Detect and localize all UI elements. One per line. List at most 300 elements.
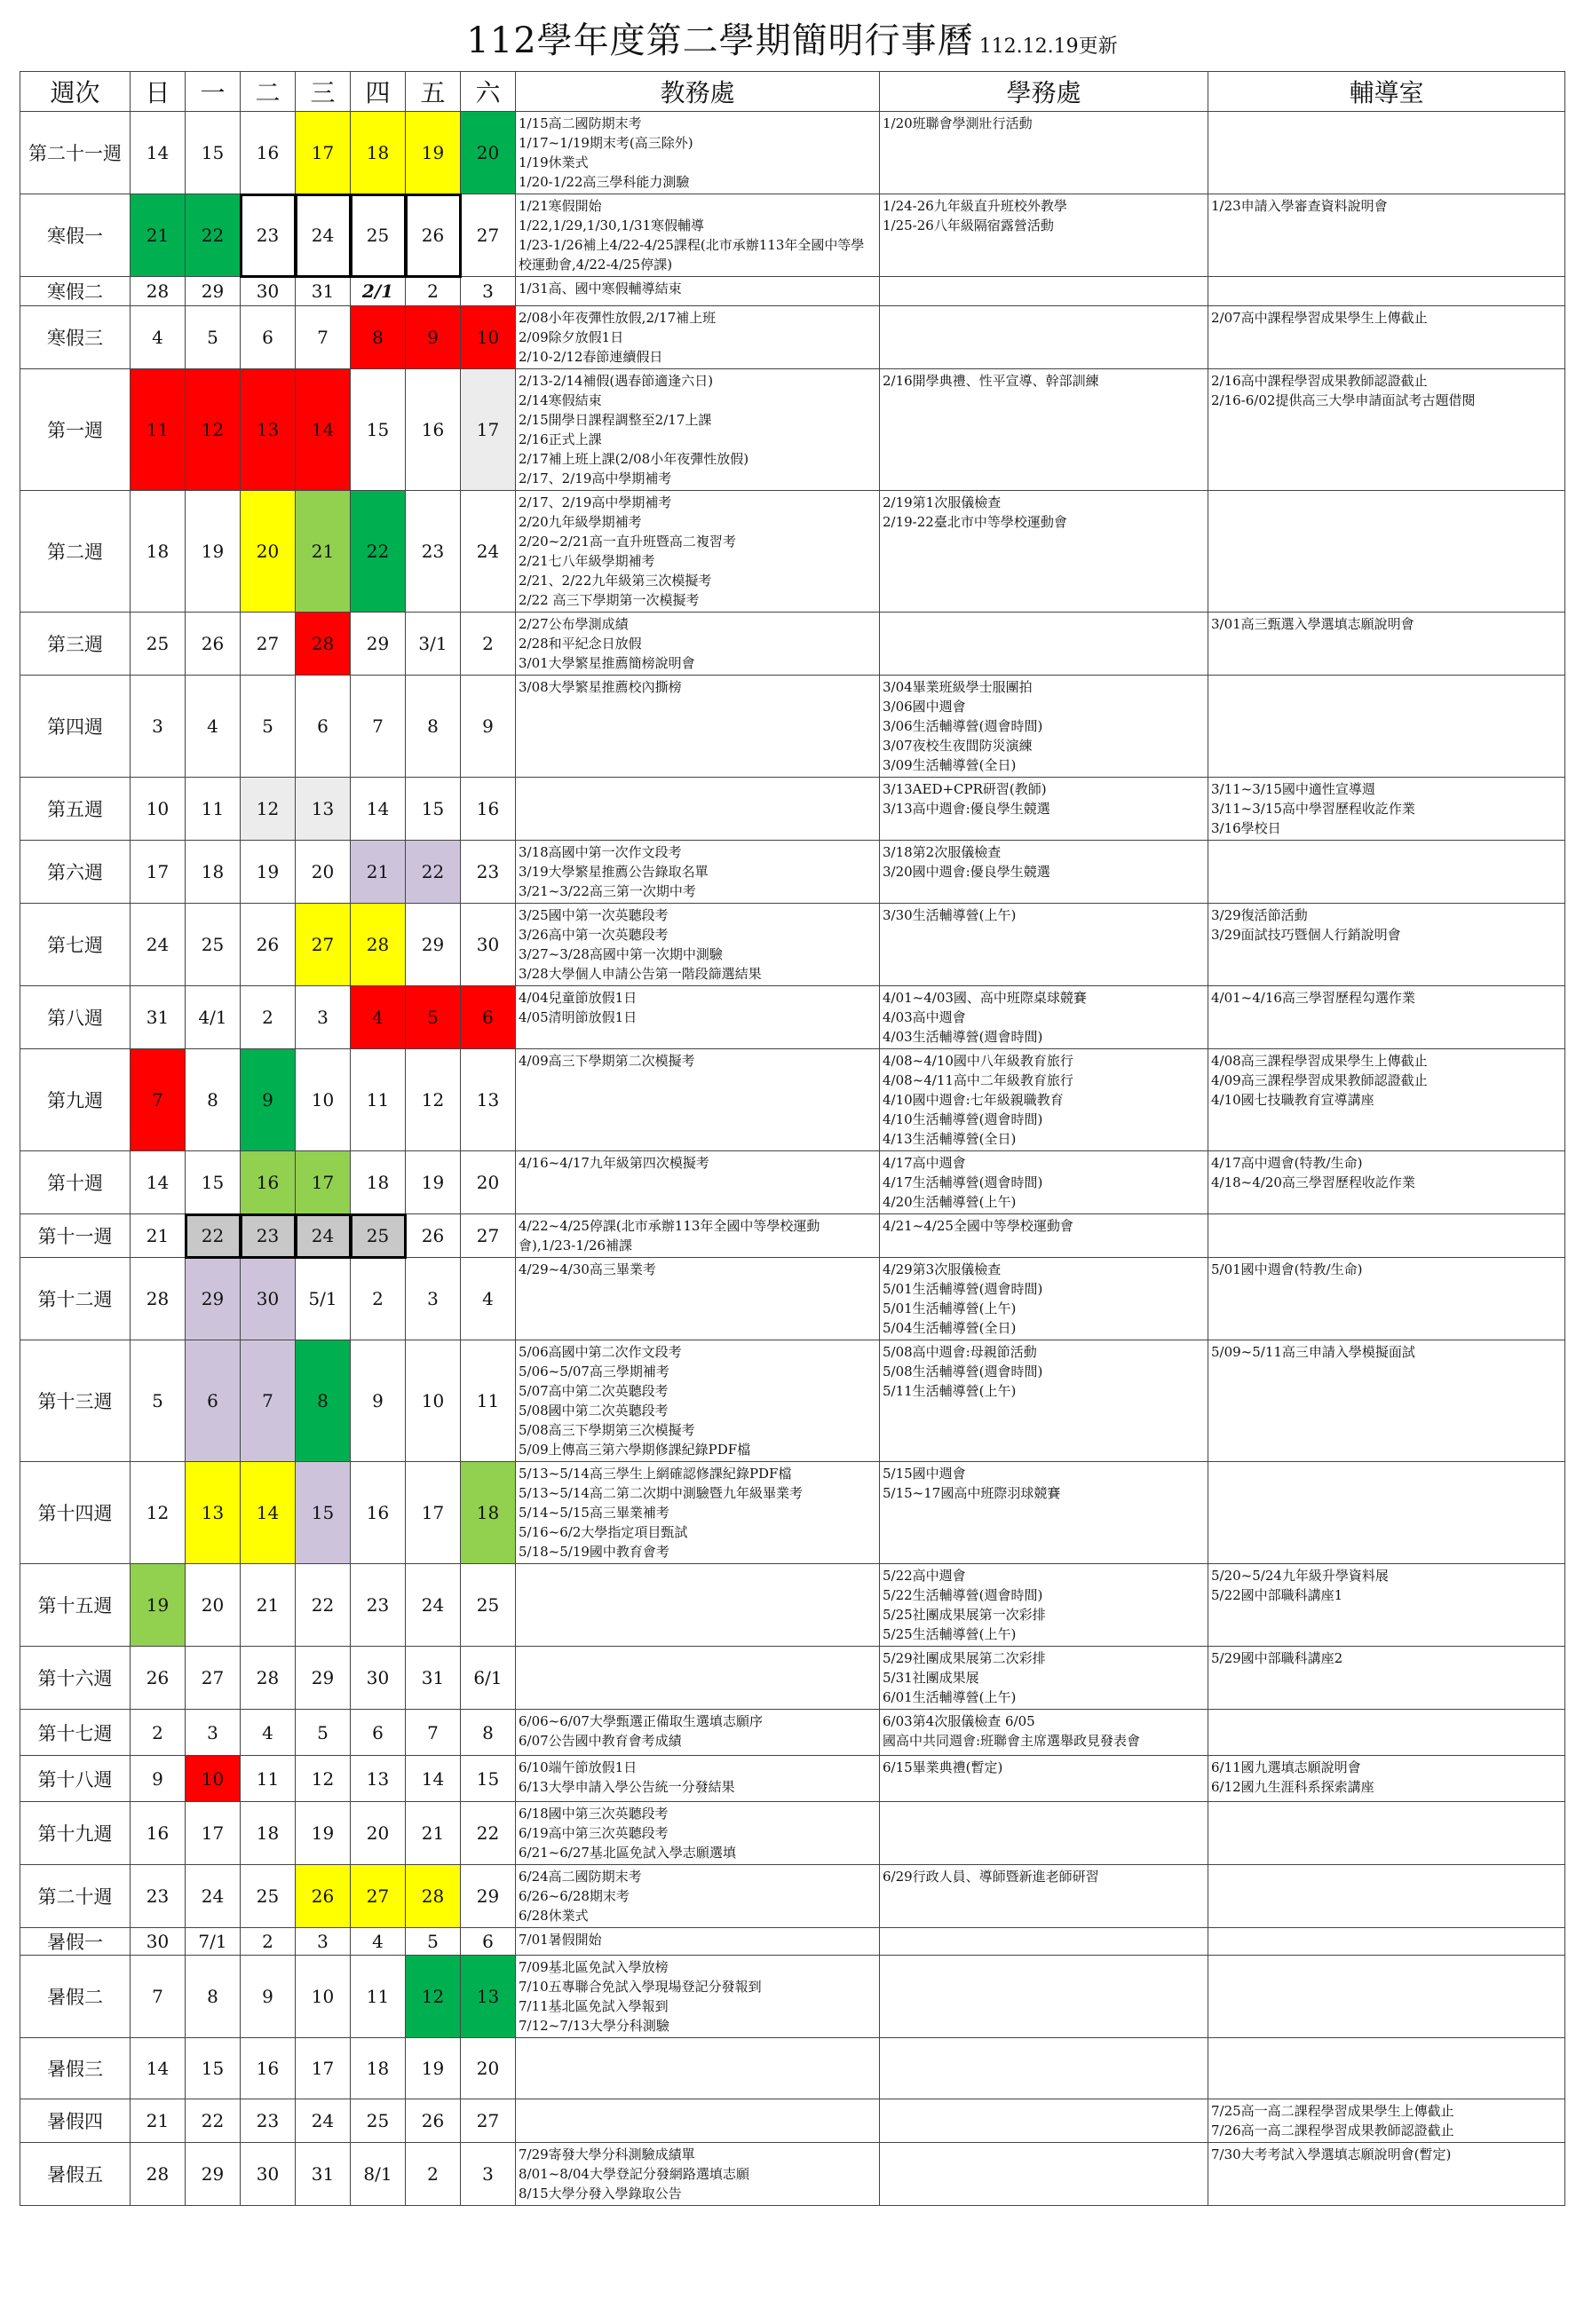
week-label: 第八週 [20, 986, 131, 1049]
day-cell: 5 [296, 1710, 351, 1756]
day-cell: 6 [461, 986, 516, 1049]
week-row [20, 2099, 1565, 2143]
student-affairs-cell: 4/29第3次服儀檢查 5/01生活輔導營(週會時間) 5/01生活輔導營(上午) 5/04生活輔導營(全日) [880, 1258, 1208, 1340]
student-affairs-cell: 4/21~4/25全國中等學校運動會 [880, 1214, 1208, 1258]
day-cell: 27 [296, 904, 351, 986]
day-cell: 31 [406, 1647, 461, 1710]
day-cell: 16 [351, 1462, 406, 1564]
day-cell: 13 [461, 1049, 516, 1151]
day-cell: 15 [186, 1151, 241, 1214]
day-cell: 30 [131, 1928, 186, 1956]
week-label: 第十七週 [20, 1710, 131, 1756]
day-cell: 15 [186, 112, 241, 194]
day-cell: 12 [406, 1049, 461, 1151]
day-cell: 18 [461, 1462, 516, 1564]
day-cell: 14 [351, 778, 406, 841]
day-cell: 16 [241, 2038, 296, 2099]
week-row [20, 778, 1565, 841]
day-cell: 29 [186, 277, 241, 306]
day-cell: 14 [406, 1756, 461, 1802]
week-label: 第二週 [20, 491, 131, 613]
academic-affairs-cell: 4/29~4/30高三畢業考 [516, 1258, 880, 1340]
day-cell: 30 [241, 277, 296, 306]
academic-affairs-cell: 2/13-2/14補假(遇春節適逢六日) 2/14寒假結束 2/15開學日課程調整至2/17上課 2/16正式上課 2/17補上班上課(2/08小年夜彈性放假) 2/17、2/19高中學期補考 [516, 369, 880, 491]
week-row [20, 1049, 1565, 1151]
day-cell: 26 [406, 2099, 461, 2143]
week-row [20, 1802, 1565, 1865]
day-cell: 27 [461, 2099, 516, 2143]
academic-affairs-cell: 4/09高三下學期第二次模擬考 [516, 1049, 880, 1151]
week-row [20, 986, 1565, 1049]
day-cell: 24 [131, 904, 186, 986]
academic-affairs-cell: 7/29寄發大學分科測驗成績單 8/01~8/04大學登記分發網路選填志願 8/15大學分發入學錄取公告 [516, 2143, 880, 2206]
academic-affairs-cell: 3/25國中第一次英聽段考 3/26高中第一次英聽段考 3/27~3/28高國中第一次期中測驗 3/28大學個人申請公告第一階段篩選結果 [516, 904, 880, 986]
day-cell: 16 [241, 112, 296, 194]
day-cell: 10 [296, 1956, 351, 2038]
week-row [20, 841, 1565, 904]
week-row [20, 194, 1565, 277]
counseling-cell: 4/01~4/16高三學習歷程勾選作業 [1208, 986, 1565, 1049]
day-cell: 27 [241, 613, 296, 676]
week-label: 第二十一週 [20, 112, 131, 194]
counseling-cell: 7/25高一高二課程學習成果學生上傳截止 7/26高一高二課程學習成果教師認證截止 [1208, 2099, 1565, 2143]
day-cell: 20 [461, 1151, 516, 1214]
student-affairs-cell [880, 1956, 1208, 2038]
day-cell: 30 [351, 1647, 406, 1710]
day-cell: 26 [241, 904, 296, 986]
counseling-cell: 2/16高中課程學習成果教師認證截止 2/16-6/02提供高三大學申請面試考古題借閱 [1208, 369, 1565, 491]
week-label: 暑假四 [20, 2099, 131, 2143]
week-label: 第十二週 [20, 1258, 131, 1340]
day-cell: 27 [461, 1214, 516, 1258]
day-cell: 14 [131, 1151, 186, 1214]
day-cell: 7 [131, 1956, 186, 2038]
week-label: 第十五週 [20, 1564, 131, 1647]
week-label: 第五週 [20, 778, 131, 841]
day-cell: 24 [461, 491, 516, 613]
week-label: 第十八週 [20, 1756, 131, 1802]
day-cell: 11 [186, 778, 241, 841]
title-main: 112學年度第二學期簡明行事曆 [466, 20, 974, 61]
day-cell: 17 [296, 112, 351, 194]
day-cell: 21 [406, 1802, 461, 1865]
counseling-cell: 3/01高三甄選入學選填志願說明會 [1208, 613, 1565, 676]
day-cell: 27 [461, 194, 516, 277]
academic-affairs-cell: 1/21寒假開始 1/22,1/29,1/30,1/31寒假輔導 1/23-1/26補上4/22-4/25課程(北市承辦113年全國中等學校運動會,4/22-4/25停課) [516, 194, 880, 277]
student-affairs-cell: 3/30生活輔導營(上午) [880, 904, 1208, 986]
day-cell: 22 [186, 2099, 241, 2143]
day-cell: 7 [406, 1710, 461, 1756]
day-cell: 4 [131, 306, 186, 369]
counseling-cell [1208, 1928, 1565, 1956]
day-cell: 14 [131, 112, 186, 194]
student-affairs-cell: 4/01~4/03國、高中班際桌球競賽 4/03高中週會 4/03生活輔導營(週會時間) [880, 986, 1208, 1049]
student-affairs-cell: 6/03第4次服儀檢查 6/05 國高中共同週會:班聯會主席選舉政見發表會 [880, 1710, 1208, 1756]
student-affairs-cell [880, 1802, 1208, 1865]
week-label: 第一週 [20, 369, 131, 491]
day-cell: 26 [296, 1865, 351, 1928]
counseling-cell [1208, 676, 1565, 778]
day-cell: 9 [241, 1956, 296, 2038]
day-cell: 25 [351, 1214, 406, 1258]
day-cell: 20 [241, 491, 296, 613]
academic-affairs-cell [516, 1564, 880, 1647]
day-cell: 8 [351, 306, 406, 369]
day-cell: 5 [406, 986, 461, 1049]
day-cell: 25 [461, 1564, 516, 1647]
day-cell: 15 [296, 1462, 351, 1564]
week-row [20, 277, 1565, 306]
day-cell: 24 [296, 2099, 351, 2143]
day-cell: 15 [406, 778, 461, 841]
student-affairs-cell: 5/08高中週會:母親節活動 5/08生活輔導營(週會時間) 5/11生活輔導營(上午) [880, 1340, 1208, 1462]
academic-affairs-cell: 1/31高、國中寒假輔導結束 [516, 277, 880, 306]
week-row [20, 904, 1565, 986]
student-affairs-cell [880, 2099, 1208, 2143]
day-cell: 17 [461, 369, 516, 491]
day-cell: 29 [296, 1647, 351, 1710]
week-row [20, 1865, 1565, 1928]
counseling-cell [1208, 491, 1565, 613]
day-cell: 4 [351, 1928, 406, 1956]
header-cell: 學務處 [880, 72, 1208, 112]
day-cell: 10 [131, 778, 186, 841]
day-cell: 10 [186, 1756, 241, 1802]
header-cell: 六 [461, 72, 516, 112]
day-cell: 16 [131, 1802, 186, 1865]
header-cell: 三 [296, 72, 351, 112]
counseling-cell: 1/23申請入學審查資料說明會 [1208, 194, 1565, 277]
header-cell: 一 [186, 72, 241, 112]
counseling-cell: 4/08高三課程學習成果學生上傳截止 4/09高三課程學習成果教師認證截止 4/10國七技職教育宣導講座 [1208, 1049, 1565, 1151]
day-cell: 9 [461, 676, 516, 778]
student-affairs-cell: 2/16開學典禮、性平宣導、幹部訓練 [880, 369, 1208, 491]
week-label: 第十一週 [20, 1214, 131, 1258]
day-cell: 6 [296, 676, 351, 778]
counseling-cell: 5/29國中部職科講座2 [1208, 1647, 1565, 1710]
day-cell: 19 [406, 112, 461, 194]
day-cell: 22 [351, 491, 406, 613]
day-cell: 2 [241, 986, 296, 1049]
day-cell: 13 [186, 1462, 241, 1564]
day-cell: 22 [461, 1802, 516, 1865]
day-cell: 18 [351, 112, 406, 194]
day-cell: 23 [461, 841, 516, 904]
day-cell: 24 [296, 1214, 351, 1258]
day-cell: 12 [296, 1756, 351, 1802]
day-cell: 13 [461, 1956, 516, 2038]
day-cell: 9 [131, 1756, 186, 1802]
day-cell: 25 [241, 1865, 296, 1928]
academic-affairs-cell: 7/09基北區免試入學放榜 7/10五專聯合免試入學現場登記分發報到 7/11基北區免試入學報到 7/12~7/13大學分科測驗 [516, 1956, 880, 2038]
day-cell: 2 [461, 613, 516, 676]
academic-affairs-cell: 5/06高國中第二次作文段考 5/06~5/07高三學期補考 5/07高中第二次英聽段考 5/08國中第二次英聽段考 5/08高三下學期第三次模擬考 5/09上傳高三第六學期修課紀錄PDF檔 [516, 1340, 880, 1462]
day-cell: 28 [296, 613, 351, 676]
day-cell: 7 [351, 676, 406, 778]
day-cell: 16 [461, 778, 516, 841]
header-cell: 週次 [20, 72, 131, 112]
day-cell: 28 [131, 2143, 186, 2206]
student-affairs-cell: 5/22高中週會 5/22生活輔導營(週會時間) 5/25社團成果展第一次彩排 5/25生活輔導營(上午) [880, 1564, 1208, 1647]
day-cell: 17 [406, 1462, 461, 1564]
day-cell: 3 [461, 277, 516, 306]
student-affairs-cell [880, 277, 1208, 306]
day-cell: 14 [296, 369, 351, 491]
header-cell: 四 [351, 72, 406, 112]
day-cell: 18 [131, 491, 186, 613]
day-cell: 4/1 [186, 986, 241, 1049]
day-cell: 21 [131, 1214, 186, 1258]
day-cell: 22 [406, 841, 461, 904]
day-cell: 11 [351, 1956, 406, 2038]
day-cell: 15 [186, 2038, 241, 2099]
academic-affairs-cell [516, 1647, 880, 1710]
day-cell: 28 [241, 1647, 296, 1710]
academic-affairs-cell: 4/22~4/25停課(北市承辦113年全國中等學校運動會),1/23-1/26補課 [516, 1214, 880, 1258]
day-cell: 4 [461, 1258, 516, 1340]
academic-affairs-cell: 3/18高國中第一次作文段考 3/19大學繁星推薦公告錄取名單 3/21~3/22高三第一次期中考 [516, 841, 880, 904]
academic-affairs-cell: 6/06~6/07大學甄選正備取生選填志願序 6/07公告國中教育會考成績 [516, 1710, 880, 1756]
week-row [20, 112, 1565, 194]
week-row [20, 1462, 1565, 1564]
day-cell: 20 [461, 2038, 516, 2099]
week-label: 第二十週 [20, 1865, 131, 1928]
week-row [20, 306, 1565, 369]
week-row [20, 1564, 1565, 1647]
update-note: 112.12.19更新 [978, 36, 1118, 58]
day-cell: 10 [296, 1049, 351, 1151]
day-cell: 20 [186, 1564, 241, 1647]
day-cell: 22 [296, 1564, 351, 1647]
day-cell: 12 [241, 778, 296, 841]
day-cell: 21 [351, 841, 406, 904]
day-cell: 2 [406, 2143, 461, 2206]
day-cell: 21 [296, 491, 351, 613]
week-label: 寒假三 [20, 306, 131, 369]
day-cell: 3 [461, 2143, 516, 2206]
day-cell: 19 [131, 1564, 186, 1647]
week-label: 第十六週 [20, 1647, 131, 1710]
counseling-cell [1208, 1802, 1565, 1865]
counseling-cell [1208, 1956, 1565, 2038]
day-cell: 31 [296, 277, 351, 306]
week-label: 暑假一 [20, 1928, 131, 1956]
day-cell: 25 [351, 194, 406, 277]
day-cell: 4 [351, 986, 406, 1049]
calendar-table [20, 71, 1565, 2206]
day-cell: 23 [406, 491, 461, 613]
page-title [0, 12, 1584, 63]
day-cell: 7 [131, 1049, 186, 1151]
academic-affairs-cell: 5/13~5/14高三學生上網確認修課紀錄PDF檔 5/13~5/14高二第二次期中測驗暨九年級畢業考 5/14~5/15高三畢業補考 5/16~6/2大學指定項目甄試 5/18~5/19國中教育會考 [516, 1462, 880, 1564]
day-cell: 26 [131, 1647, 186, 1710]
counseling-cell [1208, 112, 1565, 194]
day-cell: 12 [186, 369, 241, 491]
header-cell: 二 [241, 72, 296, 112]
day-cell: 30 [241, 1258, 296, 1340]
academic-affairs-cell [516, 2038, 880, 2099]
day-cell: 6 [241, 306, 296, 369]
counseling-cell: 5/09~5/11高三申請入學模擬面試 [1208, 1340, 1565, 1462]
student-affairs-cell: 6/29行政人員、導師暨新進老師研習 [880, 1865, 1208, 1928]
day-cell: 23 [131, 1865, 186, 1928]
week-row [20, 1756, 1565, 1802]
counseling-cell [1208, 1710, 1565, 1756]
header-cell: 輔導室 [1208, 72, 1565, 112]
day-cell: 2 [241, 1928, 296, 1956]
day-cell: 30 [461, 904, 516, 986]
day-cell: 2 [131, 1710, 186, 1756]
student-affairs-cell: 4/17高中週會 4/17生活輔導營(週會時間) 4/20生活輔導營(上午) [880, 1151, 1208, 1214]
day-cell: 4 [241, 1710, 296, 1756]
counseling-cell [1208, 277, 1565, 306]
student-affairs-cell: 3/04畢業班級學士服團拍 3/06國中週會 3/06生活輔導營(週會時間) 3/07夜校生夜間防災演練 3/09生活輔導營(全日) [880, 676, 1208, 778]
day-cell: 8 [296, 1340, 351, 1462]
academic-affairs-cell: 2/27公布學測成績 2/28和平紀念日放假 3/01大學繁星推薦簡榜說明會 [516, 613, 880, 676]
day-cell: 13 [241, 369, 296, 491]
counseling-cell [1208, 1462, 1565, 1564]
day-cell: 20 [461, 112, 516, 194]
day-cell: 29 [351, 613, 406, 676]
student-affairs-cell: 2/19第1次服儀檢查 2/19-22臺北市中等學校運動會 [880, 491, 1208, 613]
day-cell: 19 [241, 841, 296, 904]
student-affairs-cell: 5/29社團成果展第二次彩排 5/31社團成果展 6/01生活輔導營(上午) [880, 1647, 1208, 1710]
week-label: 第四週 [20, 676, 131, 778]
student-affairs-cell [880, 2143, 1208, 2206]
week-label: 第十週 [20, 1151, 131, 1214]
day-cell: 8 [186, 1049, 241, 1151]
day-cell: 30 [241, 2143, 296, 2206]
day-cell: 13 [296, 778, 351, 841]
week-row [20, 1956, 1565, 2038]
day-cell: 6 [186, 1340, 241, 1462]
day-cell: 3/1 [406, 613, 461, 676]
academic-affairs-cell: 6/10端午節放假1日 6/13大學申請入學公告統一分發結果 [516, 1756, 880, 1802]
week-row [20, 491, 1565, 613]
day-cell: 8/1 [351, 2143, 406, 2206]
week-row [20, 676, 1565, 778]
week-label: 寒假二 [20, 277, 131, 306]
day-cell: 8 [406, 676, 461, 778]
day-cell: 2/1 [351, 277, 406, 306]
day-cell: 11 [351, 1049, 406, 1151]
student-affairs-cell: 6/15畢業典禮(暫定) [880, 1756, 1208, 1802]
week-label: 暑假二 [20, 1956, 131, 2038]
day-cell: 15 [461, 1756, 516, 1802]
counseling-cell: 5/01國中週會(特教/生命) [1208, 1258, 1565, 1340]
student-affairs-cell [880, 306, 1208, 369]
day-cell: 9 [241, 1049, 296, 1151]
week-label: 第十四週 [20, 1462, 131, 1564]
day-cell: 19 [406, 2038, 461, 2099]
day-cell: 23 [241, 2099, 296, 2143]
week-row [20, 2143, 1565, 2206]
day-cell: 28 [351, 904, 406, 986]
day-cell: 5 [241, 676, 296, 778]
day-cell: 4 [186, 676, 241, 778]
day-cell: 23 [241, 1214, 296, 1258]
day-cell: 8 [461, 1710, 516, 1756]
day-cell: 5 [186, 306, 241, 369]
day-cell: 24 [406, 1564, 461, 1647]
day-cell: 7/1 [186, 1928, 241, 1956]
week-row [20, 2038, 1565, 2099]
week-label: 暑假三 [20, 2038, 131, 2099]
week-label: 暑假五 [20, 2143, 131, 2206]
academic-affairs-cell: 2/17、2/19高中學期補考 2/20九年級學期補考 2/20~2/21高一直升班暨高二複習考 2/21七八年級學期補考 2/21、2/22九年級第三次模擬考 2/22 高三下學期第一次模擬考 [516, 491, 880, 613]
day-cell: 26 [186, 613, 241, 676]
academic-affairs-cell: 6/18國中第三次英聽段考 6/19高中第三次英聽段考 6/21~6/27基北區免試入學志願選填 [516, 1802, 880, 1865]
header-cell: 日 [131, 72, 186, 112]
student-affairs-cell: 1/24-26九年級直升班校外教學 1/25-26八年級隔宿露營活動 [880, 194, 1208, 277]
day-cell: 7 [241, 1340, 296, 1462]
day-cell: 14 [131, 2038, 186, 2099]
day-cell: 28 [131, 277, 186, 306]
student-affairs-cell: 4/08~4/10國中八年級教育旅行 4/08~4/11高中二年級教育旅行 4/10國中週會:七年級親職教育 4/10生活輔導營(週會時間) 4/13生活輔導營(全日) [880, 1049, 1208, 1151]
day-cell: 20 [351, 1802, 406, 1865]
day-cell: 28 [406, 1865, 461, 1928]
week-label: 第十三週 [20, 1340, 131, 1462]
day-cell: 2 [406, 277, 461, 306]
day-cell: 17 [296, 1151, 351, 1214]
day-cell: 18 [351, 1151, 406, 1214]
week-label: 第七週 [20, 904, 131, 986]
day-cell: 12 [406, 1956, 461, 2038]
academic-affairs-cell: 6/24高二國防期末考 6/26~6/28期末考 6/28休業式 [516, 1865, 880, 1928]
day-cell: 21 [241, 1564, 296, 1647]
academic-affairs-cell: 2/08小年夜彈性放假,2/17補上班 2/09除夕放假1日 2/10-2/12春節連續假日 [516, 306, 880, 369]
counseling-cell: 2/07高中課程學習成果學生上傳截止 [1208, 306, 1565, 369]
day-cell: 22 [186, 1214, 241, 1258]
week-row [20, 1340, 1565, 1462]
student-affairs-cell: 1/20班聯會學測壯行活動 [880, 112, 1208, 194]
day-cell: 5 [131, 1340, 186, 1462]
academic-affairs-cell: 7/01暑假開始 [516, 1928, 880, 1956]
week-row [20, 1258, 1565, 1340]
day-cell: 14 [241, 1462, 296, 1564]
academic-affairs-cell: 4/16~4/17九年級第四次模擬考 [516, 1151, 880, 1214]
week-row [20, 1710, 1565, 1756]
academic-affairs-cell [516, 778, 880, 841]
day-cell: 22 [186, 194, 241, 277]
counseling-cell [1208, 1865, 1565, 1928]
day-cell: 7 [296, 306, 351, 369]
day-cell: 26 [406, 194, 461, 277]
counseling-cell [1208, 841, 1565, 904]
day-cell: 23 [351, 1564, 406, 1647]
counseling-cell [1208, 1214, 1565, 1258]
day-cell: 3 [186, 1710, 241, 1756]
day-cell: 18 [351, 2038, 406, 2099]
day-cell: 2 [351, 1258, 406, 1340]
week-label: 第九週 [20, 1049, 131, 1151]
header-cell: 五 [406, 72, 461, 112]
day-cell: 11 [241, 1756, 296, 1802]
day-cell: 17 [296, 2038, 351, 2099]
academic-affairs-cell [516, 2099, 880, 2143]
day-cell: 27 [351, 1865, 406, 1928]
day-cell: 20 [296, 841, 351, 904]
day-cell: 25 [131, 613, 186, 676]
day-cell: 19 [296, 1802, 351, 1865]
academic-affairs-cell: 3/08大學繁星推薦校內撕榜 [516, 676, 880, 778]
day-cell: 18 [241, 1802, 296, 1865]
calendar-body [20, 112, 1565, 2206]
day-cell: 11 [131, 369, 186, 491]
counseling-cell: 3/11~3/15國中適性宣導週 3/11~3/15高中學習歷程收訖作業 3/16學校日 [1208, 778, 1565, 841]
counseling-cell: 4/17高中週會(特教/生命) 4/18~4/20高三學習歷程收訖作業 [1208, 1151, 1565, 1214]
week-row [20, 1928, 1565, 1956]
